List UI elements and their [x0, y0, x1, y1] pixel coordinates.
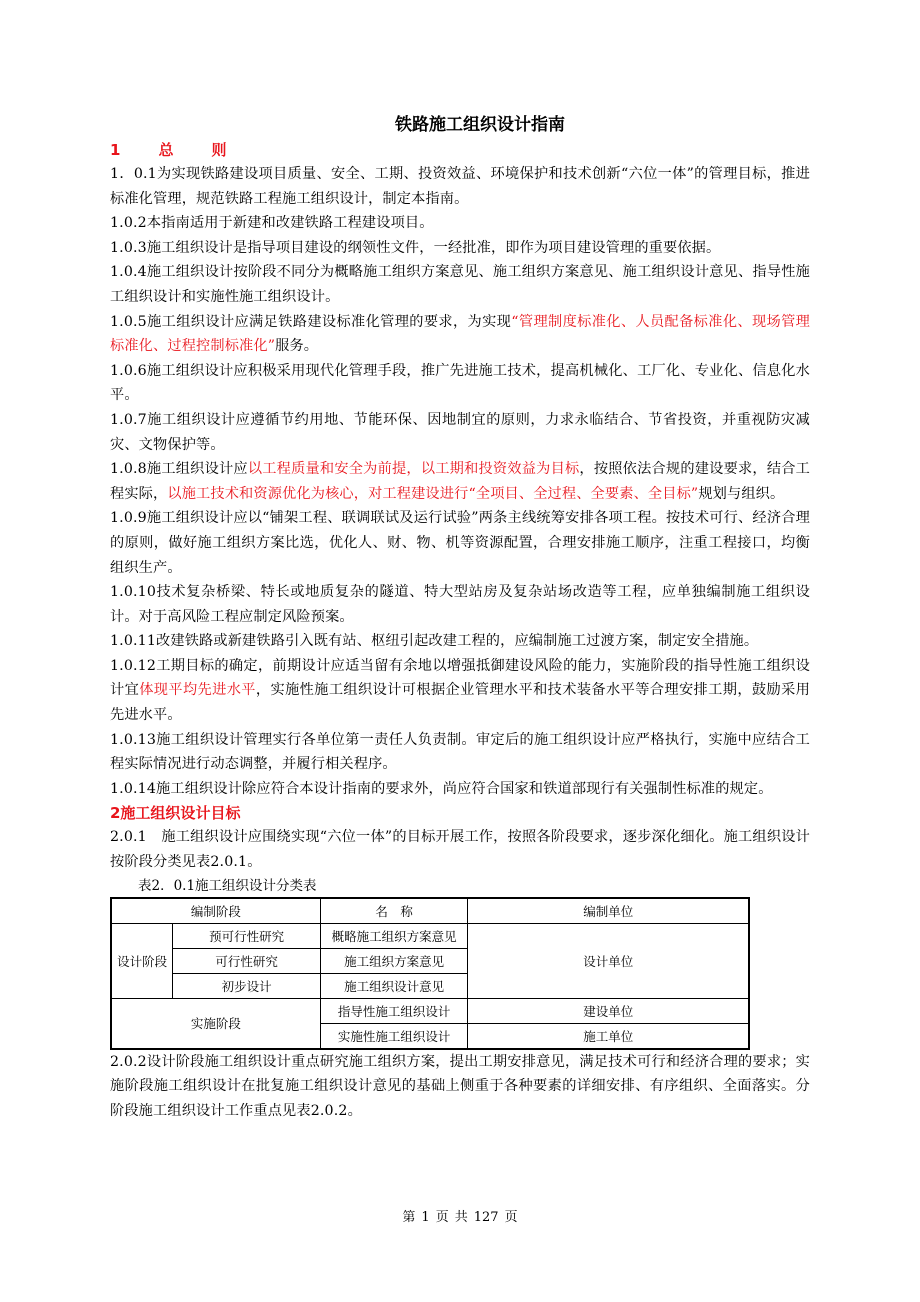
clause-1-0-12-text: 1.0.12工期目标的确定，前期设计应适当留有余地以增强抵御建设风险的能力，实施阶段的指导性施工组织设计宜	[110, 657, 810, 699]
clause-1-0-2: 1.0.2本指南适用于新建和改建铁路工程建设项目。	[110, 215, 434, 232]
document-title: 铁路施工组织设计指南	[395, 115, 565, 135]
clause-1-0-5-text: 1.0.5施工组织设计应满足铁路建设标准化管理的要求，为实现	[110, 313, 512, 330]
table-row	[111, 998, 749, 1023]
clause-1-0-1: 1．0.1为实现铁路建设项目质量、安全、工期、投资效益、环境保护和技术创新“六位一体”的管理目标，推进标准化管理，规范铁路工程施工组织设计，制定本指南。	[110, 166, 810, 207]
classification-table	[110, 897, 750, 1050]
clause-1-0-5	[110, 310, 810, 359]
clause-1-0-8-tail: 规划与组织。	[698, 485, 785, 502]
clause-1-0-3: 1.0.3施工组织设计是指导项目建设的纲领性文件，一经批准，即作为项目建设管理的重要依据。	[110, 239, 721, 256]
table-caption: 表2．0.1施工组织设计分类表	[138, 877, 317, 894]
section-1-title-b: 则	[211, 141, 227, 159]
table-cell: 实施阶段	[111, 998, 320, 1049]
footer-text: 页	[435, 1210, 449, 1225]
clause-1-0-8-middle: ，按照依法合规的建设要求，结合工程实际，	[110, 461, 811, 502]
section-2-heading: 2施工组织设计目标	[110, 804, 241, 823]
table-cell: 施工组织方案意见	[320, 948, 468, 973]
clause-2-0-2: 2.0.2设计阶段施工组织设计重点研究施工组织方案，提出工期安排意见，满足技术可行和经济合理的要求；实施阶段施工组织设计在批复施工组织设计意见的基础上侧重于各种要素的详细安排、有序组织、全面落实。分阶段施工组织设计工作重点见表2.0.2。	[110, 1053, 810, 1119]
clause-2-0-1: 2.0.1 施工组织设计应围绕实现“六位一体”的目标开展工作，按照各阶段要求，逐步深化细化。施工组织设计按阶段分类见表2.0.1。	[110, 829, 810, 871]
clause-1-0-14: 1.0.14施工组织设计除应符合本设计指南的要求外，尚应符合国家和铁道部现行有关强制性标准的规定。	[110, 780, 773, 797]
clause-1-0-5-highlight: “管理制度标准化、人员配备标准化、现场管理标准化、过程控制标准化”	[110, 313, 810, 355]
clause-1-0-12	[110, 654, 810, 728]
section-1-title-a: 总	[158, 141, 174, 159]
table-cell: 设计阶段	[111, 923, 173, 998]
clause-1-0-11: 1.0.11改建铁路或新建铁路引入既有站、枢纽引起改建工程的，应编制施工过渡方案，制定安全措施。	[110, 633, 759, 650]
footer-text: 共	[454, 1210, 468, 1225]
clause-1-0-8-text: 1.0.8施工组织设计应	[110, 461, 248, 478]
table-header-cell: 编制单位	[468, 898, 749, 924]
table-cell: 初步设计	[173, 973, 321, 998]
page-footer	[0, 1206, 920, 1225]
clause-1-0-6: 1.0.6施工组织设计应积极采用现代化管理手段，推广先进施工技术，提高机械化、工厂化、专业化、信息化水平。	[110, 362, 810, 404]
clause-1-0-4: 1.0.4施工组织设计按阶段不同分为概略施工组织方案意见、施工组织方案意见、施工组织设计意见、指导性施工组织设计和实施性施工组织设计。	[110, 264, 810, 305]
section-1-heading	[110, 138, 810, 162]
clause-1-0-10: 1.0.10技术复杂桥梁、特长或地质复杂的隧道、特大型站房及复杂站场改造等工程，应单独编制施工组织设计。对于高风险工程应制定风险预案。	[110, 584, 810, 625]
table-cell: 可行性研究	[173, 948, 321, 973]
table-cell: 预可行性研究	[173, 923, 321, 948]
table-row	[111, 923, 749, 948]
clause-1-0-12-tail: ，实施性施工组织设计可根据企业管理水平和技术装备水平等合理安排工期，鼓励采用先进水平。	[110, 682, 811, 724]
clause-1-0-8-highlight-2: 以施工技术和资源优化为核心，对工程建设进行“全项目、全过程、全要素、全目标”	[167, 485, 699, 502]
document-page	[110, 112, 810, 1123]
table-cell: 指导性施工组织设计	[320, 998, 468, 1023]
clause-1-0-8-highlight-1: 以工程质量和安全为前提，以工期和投资效益为目标	[247, 461, 580, 478]
page-number: 1	[421, 1210, 430, 1225]
clause-1-0-9: 1.0.9施工组织设计应以“铺架工程、联调联试及运行试验”两条主线统筹安排各项工程。按技术可行、经济合理的原则，做好施工组织方案比选，优化人、财、物、机等资源配置，合理安排施工顺序，注重工程接口，均衡组织生产。	[110, 510, 810, 576]
table-cell: 设计单位	[468, 923, 749, 998]
footer-text: 页	[504, 1210, 518, 1225]
table-cell: 施工组织设计意见	[320, 973, 468, 998]
clause-1-0-12-highlight: 体现平均先进水平	[139, 682, 256, 699]
table-cell: 建设单位	[468, 998, 749, 1023]
table-cell: 实施性施工组织设计	[320, 1023, 468, 1049]
table-header-row	[111, 898, 749, 924]
table-header-cell: 编制阶段	[111, 898, 320, 924]
table-cell: 概略施工组织方案意见	[320, 923, 468, 948]
table-cell: 施工单位	[468, 1023, 749, 1049]
table-header-cell: 名 称	[320, 898, 468, 924]
section-1-number: 1	[110, 141, 121, 159]
clause-1-0-5-tail: 服务。	[275, 338, 319, 355]
clause-1-0-13: 1.0.13施工组织设计管理实行各单位第一责任人负责制。审定后的施工组织设计应严格执行，实施中应结合工程实际情况进行动态调整，并履行相关程序。	[110, 731, 810, 773]
clause-1-0-8	[110, 457, 810, 506]
total-pages: 127	[473, 1210, 499, 1225]
footer-text: 第	[402, 1210, 416, 1225]
clause-1-0-7: 1.0.7施工组织设计应遵循节约用地、节能环保、因地制宜的原则，力求永临结合、节省投资，并重视防灾减灾、文物保护等。	[110, 411, 810, 453]
